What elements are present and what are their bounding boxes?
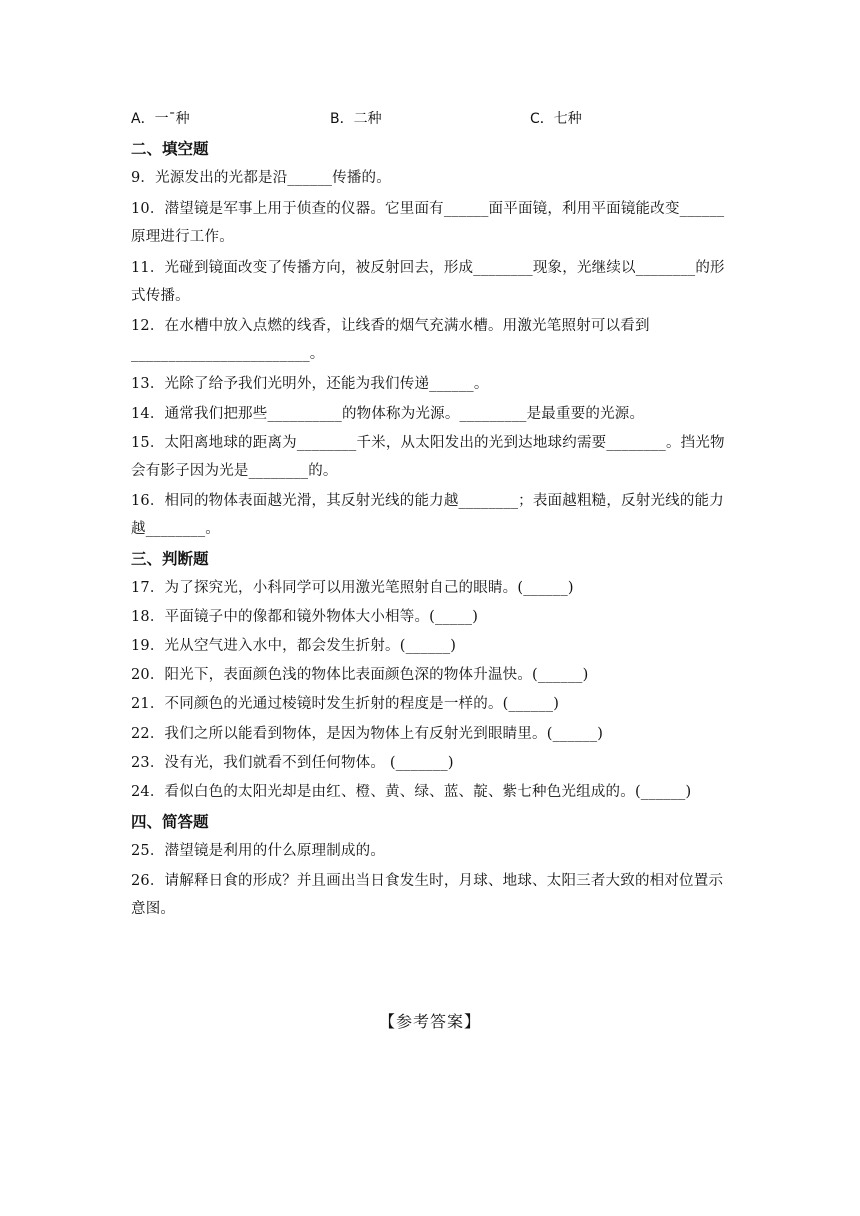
question-10-line-1: 10．潜望镜是军事上用于侦查的仪器。它里面有______面平面镜，利用平面镜能改变______: [131, 201, 725, 217]
question-17: 17．为了探究光，小科同学可以用激光笔照射自己的眼睛。(______): [131, 580, 574, 596]
reference-answer-heading: 【参考答案】: [378, 1012, 481, 1031]
section-heading-short-answer: 四、简答题: [131, 813, 209, 831]
question-16-line-1: 16．相同的物体表面越光滑，其反射光线的能力越________；表面越粗糙，反射光线的能力: [131, 493, 724, 509]
question-22: 22．我们之所以能看到物体，是因为物体上有反射光到眼睛里。(______): [131, 726, 604, 742]
question-16-line-2: 越________。: [131, 521, 220, 537]
section-heading-true-false: 三、判断题: [131, 550, 209, 568]
question-15-line-1: 15．太阳离地球的距离为________千米，从太阳发出的光到达地球约需要________。挡光物: [131, 435, 725, 451]
question-24: 24．看似白色的太阳光却是由红、橙、黄、绿、蓝、靛、紫七种色光组成的。(______): [131, 784, 692, 800]
question-20: 20．阳光下，表面颜色浅的物体比表面颜色深的物体升温快。(______): [131, 667, 589, 683]
question-11-line-1: 11．光碰到镜面改变了传播方向，被反射回去，形成________现象，光继续以________的形: [131, 260, 725, 276]
question-19: 19．光从空气进入水中，都会发生折射。(______): [131, 638, 457, 654]
question-26-line-1: 26．请解释日食的形成？并且画出当日食发生时，月球、地球、太阳三者大致的相对位置示: [131, 873, 724, 889]
question-15-line-2: 会有影子因为光是________的。: [131, 463, 338, 479]
question-12-line-2: ________________________。: [131, 346, 325, 362]
question-12-line-1: 12．在水槽中放入点燃的线香，让线香的烟气充满水槽。用激光笔照射可以看到: [131, 318, 650, 334]
question-14: 14．通常我们把那些__________的物体称为光源。_________是最重要的光源。: [131, 406, 645, 422]
question-9: 9．光源发出的光都是沿______传播的。: [131, 170, 391, 186]
option-c: C．七种: [530, 111, 582, 127]
question-26-line-2: 意图。: [131, 901, 176, 917]
question-11-line-2: 式传播。: [131, 288, 190, 304]
multiple-choice-options: [131, 108, 771, 130]
question-10-line-2: 原理进行工作。: [131, 229, 234, 245]
section-heading-fill-in: 二、填空题: [131, 140, 209, 158]
option-a: A．一ˉ种: [131, 111, 190, 127]
question-25: 25．潜望镜是利用的什么原理制成的。: [131, 843, 386, 859]
option-b: B．二种: [330, 111, 382, 127]
question-21: 21．不同颜色的光通过棱镜时发生折射的程度是一样的。(______): [131, 696, 560, 712]
question-23: 23．没有光，我们就看不到任何物体。 (_______): [131, 755, 454, 771]
question-13: 13．光除了给予我们光明外，还能为我们传递______。: [131, 376, 489, 392]
question-18: 18．平面镜子中的像都和镜外物体大小相等。(_____): [131, 609, 479, 625]
